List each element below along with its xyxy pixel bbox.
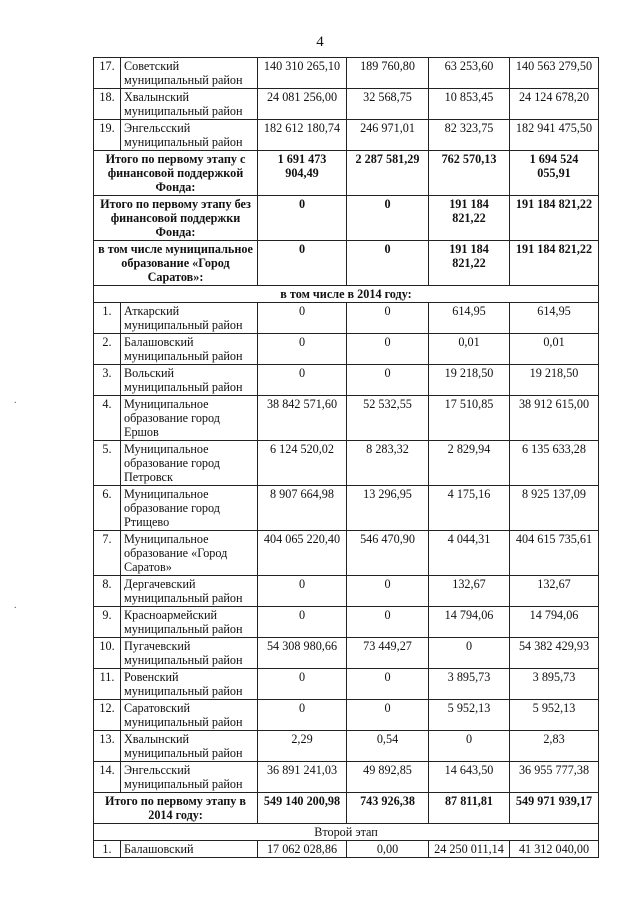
row-number: 12. — [94, 700, 121, 731]
value-cell: 191 184 821,22 — [510, 241, 599, 286]
table-row — [94, 486, 599, 531]
total-label: Итого по первому этапу без финансовой поддержки Фонда: — [94, 196, 258, 241]
value-cell: 38 912 615,00 — [510, 396, 599, 441]
row-number: 6. — [94, 486, 121, 531]
table-row — [94, 576, 599, 607]
budget-table — [93, 57, 599, 858]
table-row — [94, 669, 599, 700]
row-number: 1. — [94, 841, 121, 858]
table-row — [94, 365, 599, 396]
value-cell: 0 — [347, 700, 429, 731]
table-row — [94, 638, 599, 669]
value-cell: 0 — [258, 365, 347, 396]
table-row — [94, 286, 599, 303]
value-cell: 8 907 664,98 — [258, 486, 347, 531]
section-heading: в том числе в 2014 году: — [94, 286, 599, 303]
value-cell: 17 510,85 — [429, 396, 510, 441]
value-cell: 73 449,27 — [347, 638, 429, 669]
total-label: Итого по первому этапу с финансовой поддержкой Фонда: — [94, 151, 258, 196]
municipality-name: Ровенский муниципальный район — [121, 669, 258, 700]
stage-heading: Второй этап — [94, 824, 599, 841]
value-cell: 189 760,80 — [347, 58, 429, 89]
value-cell: 24 081 256,00 — [258, 89, 347, 120]
value-cell: 762 570,13 — [429, 151, 510, 196]
value-cell: 140 563 279,50 — [510, 58, 599, 89]
municipality-name: Муниципальное образование город Ершов — [121, 396, 258, 441]
value-cell: 0 — [429, 731, 510, 762]
row-number: 10. — [94, 638, 121, 669]
value-cell: 0 — [258, 196, 347, 241]
value-cell: 38 842 571,60 — [258, 396, 347, 441]
value-cell: 140 310 265,10 — [258, 58, 347, 89]
value-cell: 1 691 473 904,49 — [258, 151, 347, 196]
value-cell: 54 382 429,93 — [510, 638, 599, 669]
value-cell: 2,83 — [510, 731, 599, 762]
value-cell: 0,54 — [347, 731, 429, 762]
value-cell: 614,95 — [429, 303, 510, 334]
value-cell: 2 287 581,29 — [347, 151, 429, 196]
row-number: 2. — [94, 334, 121, 365]
row-number: 5. — [94, 441, 121, 486]
row-number: 19. — [94, 120, 121, 151]
value-cell: 132,67 — [510, 576, 599, 607]
value-cell: 14 794,06 — [510, 607, 599, 638]
value-cell: 0 — [258, 303, 347, 334]
scan-mark: . — [14, 395, 17, 406]
municipality-name: Энгельсский муниципальный район — [121, 120, 258, 151]
value-cell: 546 470,90 — [347, 531, 429, 576]
table-row — [94, 441, 599, 486]
value-cell: 17 062 028,86 — [258, 841, 347, 858]
row-number: 4. — [94, 396, 121, 441]
municipality-name: Муниципальное образование город Петровск — [121, 441, 258, 486]
scan-mark: . — [14, 600, 17, 611]
value-cell: 0,01 — [510, 334, 599, 365]
row-number: 17. — [94, 58, 121, 89]
value-cell: 0 — [258, 334, 347, 365]
value-cell: 4 044,31 — [429, 531, 510, 576]
value-cell: 2 829,94 — [429, 441, 510, 486]
value-cell: 549 140 200,98 — [258, 793, 347, 824]
value-cell: 0 — [347, 669, 429, 700]
value-cell: 246 971,01 — [347, 120, 429, 151]
row-number: 9. — [94, 607, 121, 638]
table-row — [94, 731, 599, 762]
row-number: 13. — [94, 731, 121, 762]
value-cell: 14 643,50 — [429, 762, 510, 793]
value-cell: 0,00 — [347, 841, 429, 858]
value-cell: 5 952,13 — [510, 700, 599, 731]
value-cell: 8 925 137,09 — [510, 486, 599, 531]
value-cell: 6 135 633,28 — [510, 441, 599, 486]
value-cell: 3 895,73 — [510, 669, 599, 700]
value-cell: 0 — [347, 576, 429, 607]
value-cell: 0 — [258, 241, 347, 286]
municipality-name: Саратовский муниципальный район — [121, 700, 258, 731]
municipality-name: Хвалынский муниципальный район — [121, 89, 258, 120]
value-cell: 182 612 180,74 — [258, 120, 347, 151]
table-row — [94, 824, 599, 841]
value-cell: 0 — [347, 196, 429, 241]
value-cell: 0 — [347, 334, 429, 365]
municipality-name: Муниципальное образование город Ртищево — [121, 486, 258, 531]
municipality-name: Красноармейский муниципальный район — [121, 607, 258, 638]
value-cell: 5 952,13 — [429, 700, 510, 731]
value-cell: 36 955 777,38 — [510, 762, 599, 793]
table-row — [94, 841, 599, 858]
value-cell: 63 253,60 — [429, 58, 510, 89]
table-row — [94, 303, 599, 334]
table-row — [94, 607, 599, 638]
value-cell: 54 308 980,66 — [258, 638, 347, 669]
value-cell: 0 — [258, 576, 347, 607]
value-cell: 36 891 241,03 — [258, 762, 347, 793]
value-cell: 0 — [347, 303, 429, 334]
municipality-name: Балашовский муниципальный район — [121, 334, 258, 365]
total-label: Итого по первому этапу в 2014 году: — [94, 793, 258, 824]
value-cell: 0 — [347, 365, 429, 396]
value-cell: 19 218,50 — [429, 365, 510, 396]
row-number: 1. — [94, 303, 121, 334]
value-cell: 32 568,75 — [347, 89, 429, 120]
value-cell: 10 853,45 — [429, 89, 510, 120]
table-row — [94, 89, 599, 120]
value-cell: 404 615 735,61 — [510, 531, 599, 576]
municipality-name: Советский муниципальный район — [121, 58, 258, 89]
page-number: 4 — [316, 34, 324, 50]
total-label: в том числе муниципальное образование «Город Саратов»: — [94, 241, 258, 286]
value-cell: 41 312 040,00 — [510, 841, 599, 858]
value-cell: 1 694 524 055,91 — [510, 151, 599, 196]
table-row — [94, 241, 599, 286]
row-number: 8. — [94, 576, 121, 607]
municipality-name: Энгельсский муниципальный район — [121, 762, 258, 793]
municipality-name: Вольский муниципальный район — [121, 365, 258, 396]
value-cell: 191 184 821,22 — [510, 196, 599, 241]
row-number: 11. — [94, 669, 121, 700]
table-row — [94, 793, 599, 824]
value-cell: 24 124 678,20 — [510, 89, 599, 120]
municipality-name: Муниципальное образование «Город Саратов» — [121, 531, 258, 576]
value-cell: 0,01 — [429, 334, 510, 365]
value-cell: 19 218,50 — [510, 365, 599, 396]
table-row — [94, 151, 599, 196]
table-row — [94, 396, 599, 441]
value-cell: 614,95 — [510, 303, 599, 334]
table-row — [94, 762, 599, 793]
value-cell: 49 892,85 — [347, 762, 429, 793]
table-row — [94, 58, 599, 89]
value-cell: 549 971 939,17 — [510, 793, 599, 824]
municipality-name: Балашовский — [121, 841, 258, 858]
value-cell: 13 296,95 — [347, 486, 429, 531]
value-cell: 0 — [347, 241, 429, 286]
value-cell: 132,67 — [429, 576, 510, 607]
table-row — [94, 531, 599, 576]
budget-table-body — [94, 58, 599, 858]
municipality-name: Пугачевский муниципальный район — [121, 638, 258, 669]
municipality-name: Аткарский муниципальный район — [121, 303, 258, 334]
table-row — [94, 196, 599, 241]
row-number: 18. — [94, 89, 121, 120]
municipality-name: Хвалынский муниципальный район — [121, 731, 258, 762]
value-cell: 4 175,16 — [429, 486, 510, 531]
value-cell: 0 — [258, 700, 347, 731]
municipality-name: Дергачевский муниципальный район — [121, 576, 258, 607]
value-cell: 743 926,38 — [347, 793, 429, 824]
value-cell: 82 323,75 — [429, 120, 510, 151]
value-cell: 191 184 821,22 — [429, 241, 510, 286]
value-cell: 0 — [258, 669, 347, 700]
value-cell: 24 250 011,14 — [429, 841, 510, 858]
table-row — [94, 700, 599, 731]
value-cell: 52 532,55 — [347, 396, 429, 441]
table-row — [94, 120, 599, 151]
value-cell: 87 811,81 — [429, 793, 510, 824]
row-number: 14. — [94, 762, 121, 793]
value-cell: 0 — [347, 607, 429, 638]
value-cell: 0 — [258, 607, 347, 638]
value-cell: 6 124 520,02 — [258, 441, 347, 486]
table-row — [94, 334, 599, 365]
value-cell: 182 941 475,50 — [510, 120, 599, 151]
value-cell: 14 794,06 — [429, 607, 510, 638]
row-number: 7. — [94, 531, 121, 576]
value-cell: 2,29 — [258, 731, 347, 762]
value-cell: 3 895,73 — [429, 669, 510, 700]
row-number: 3. — [94, 365, 121, 396]
value-cell: 8 283,32 — [347, 441, 429, 486]
value-cell: 404 065 220,40 — [258, 531, 347, 576]
value-cell: 0 — [429, 638, 510, 669]
value-cell: 191 184 821,22 — [429, 196, 510, 241]
